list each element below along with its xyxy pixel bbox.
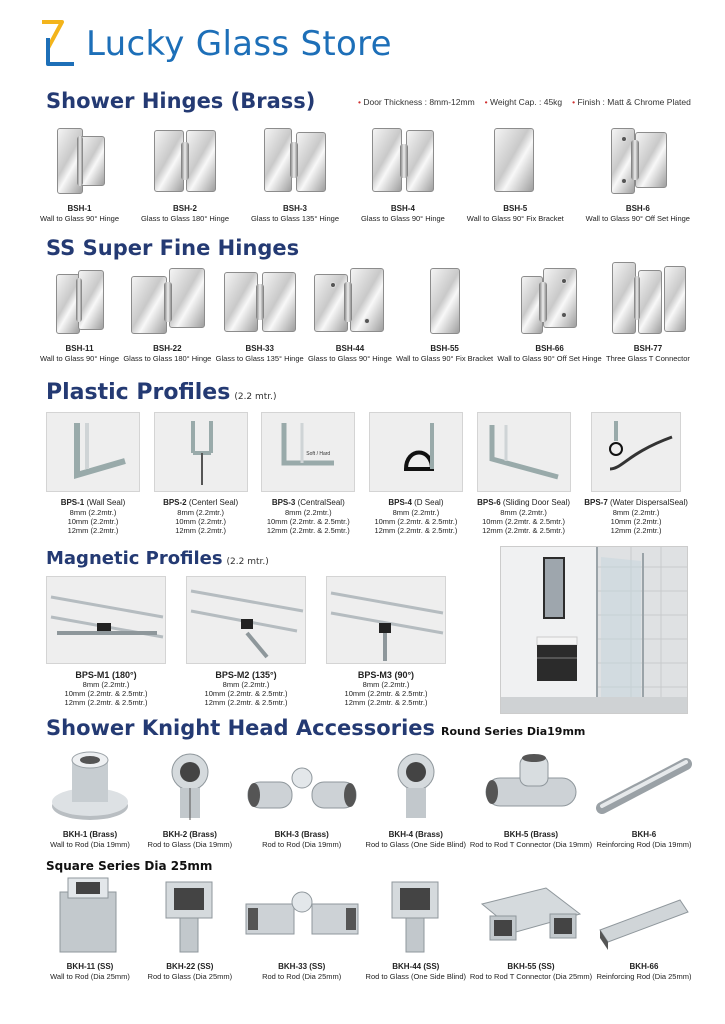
- profile-image: [591, 412, 681, 492]
- product-angle: (135°): [251, 670, 277, 680]
- product-desc: Glass to Glass 180° Hinge: [123, 354, 212, 363]
- product-bkh-6[interactable]: [596, 748, 692, 849]
- profile-image: [154, 412, 248, 492]
- product-code: BSH-1: [67, 204, 92, 213]
- product-name: (CentralSeal): [297, 498, 345, 507]
- hinge-image: [310, 262, 390, 340]
- product-code: BSH-22: [153, 344, 182, 353]
- hinge-image: [50, 262, 110, 340]
- accessory-image: [476, 874, 586, 958]
- accessory-image: [368, 748, 464, 826]
- plastic-profiles-row: [46, 412, 688, 535]
- product-desc: Wall to Glass 90° Fix Bracket: [396, 354, 494, 363]
- product-desc: Glass to Glass 135° Hinge: [215, 354, 304, 363]
- product-bkh-2[interactable]: [142, 748, 238, 849]
- product-bsh-44[interactable]: [308, 262, 392, 363]
- product-desc: Wall to Glass 90° Hinge: [40, 214, 120, 223]
- product-bsh-6[interactable]: [586, 122, 690, 223]
- size-line: 12mm (2.2mtr.): [67, 526, 119, 535]
- product-code: BPS-6: [477, 498, 501, 507]
- product-desc: Reinforcing Rod (Dia 25mm): [596, 972, 692, 981]
- product-bkh-11[interactable]: [42, 874, 138, 981]
- profile-image: [326, 576, 446, 664]
- product-bkh-55[interactable]: [470, 874, 592, 981]
- product-code: BSH-6: [625, 204, 650, 213]
- product-desc: Wall to Glass 90° Fix Bracket: [466, 214, 564, 223]
- size-line: 10mm (2.2mtr.): [175, 517, 227, 526]
- spec-door-thickness: • Door Thickness : 8mm-12mm: [358, 97, 475, 107]
- product-code: BPS-4: [388, 498, 412, 507]
- product-bps-3[interactable]: [261, 412, 355, 535]
- product-bsh-11[interactable]: [40, 262, 119, 363]
- product-desc: Glass to Glass 180° Hinge: [140, 214, 230, 223]
- hinge-image: [603, 122, 673, 200]
- product-desc: Wall to Rod (Dia 25mm): [50, 972, 130, 981]
- product-desc: Wall to Rod (Dia 19mm): [50, 840, 130, 849]
- product-code: BPS-M3: [357, 670, 392, 680]
- size-line: 12mm (2.2mtr.): [610, 526, 662, 535]
- square-series-title: Square Series Dia 25mm: [46, 859, 213, 873]
- accessory-image: [368, 874, 464, 958]
- product-code: BSH-77: [633, 344, 663, 353]
- product-desc: Glass to Glass 90° Hinge: [360, 214, 445, 223]
- size-line: 10mm (2.2mtr. & 2.5mtr.): [64, 689, 148, 698]
- product-bsh-1[interactable]: [40, 122, 119, 223]
- product-desc: Rod to Glass (Dia 19mm): [147, 840, 233, 849]
- round-series-row: [42, 748, 692, 849]
- size-line: 10mm (2.2mtr. & 2.5mtr.): [204, 689, 288, 698]
- product-bsh-5[interactable]: [467, 122, 564, 223]
- product-desc: Wall to Glass 90° Off Set Hinge: [497, 354, 602, 363]
- size-line: 10mm (2.2mtr.): [67, 517, 119, 526]
- size-line: 8mm (2.2mtr.): [362, 680, 410, 689]
- product-bkh-1[interactable]: [42, 748, 138, 849]
- product-desc: Rod to Rod (Dia 25mm): [262, 972, 342, 981]
- accessory-image: [596, 748, 692, 826]
- accessory-image: [142, 874, 238, 958]
- product-bkh-22[interactable]: [142, 874, 238, 981]
- profile-image: [46, 412, 140, 492]
- product-name: (Centerl Seal): [188, 498, 239, 507]
- product-code: BPS-7: [584, 498, 608, 507]
- product-bps-4[interactable]: [369, 412, 463, 535]
- spec-weight: • Weight Cap. : 45kg: [485, 97, 562, 107]
- size-line: 12mm (2.2mtr. & 2.5mtr.): [64, 698, 148, 707]
- product-bsh-4[interactable]: [361, 122, 445, 223]
- product-name: (Water DispersalSeal): [610, 498, 688, 507]
- product-bsh-66[interactable]: [497, 262, 601, 363]
- hinge-image: [480, 122, 550, 200]
- size-line: 8mm (2.2mtr.): [500, 508, 547, 517]
- size-line: 8mm (2.2mtr.): [612, 508, 660, 517]
- product-code: BKH-11 (SS): [66, 962, 114, 971]
- hinge-image: [260, 122, 330, 200]
- product-name: (Sliding Door Seal): [502, 498, 571, 507]
- size-line: 8mm (2.2mtr.): [177, 508, 224, 517]
- product-code: BKH-4 (Brass): [388, 830, 443, 839]
- hinge-image: [608, 262, 688, 340]
- plastic-profiles-title: [46, 380, 277, 405]
- hinge-image: [45, 122, 115, 200]
- size-line: 12mm (2.2mtr.): [175, 526, 227, 535]
- size-line: 8mm (2.2mtr.): [392, 508, 440, 517]
- product-code: BKH-33 (SS): [278, 962, 326, 971]
- size-line: 12mm (2.2mtr. & 2.5mtr.): [482, 526, 566, 535]
- size-line: 8mm (2.2mtr.): [284, 508, 332, 517]
- brand-logo-icon: [38, 18, 78, 70]
- accessory-image: [242, 748, 362, 826]
- product-code: BKH-5 (Brass): [503, 830, 559, 839]
- product-bps-2[interactable]: [154, 412, 248, 535]
- product-code: BSH-2: [172, 204, 197, 213]
- size-line: 8mm (2.2mtr.): [69, 508, 117, 517]
- product-bsh-3[interactable]: [251, 122, 339, 223]
- product-desc: Three Glass T Connector: [605, 354, 690, 363]
- round-series-note: Round Series Dia19mm: [441, 725, 586, 738]
- product-code: BSH-5: [503, 204, 528, 213]
- magnetic-profiles-row: [46, 576, 446, 707]
- product-code: BPS-2: [163, 498, 187, 507]
- plastic-profiles-note: (2.2 mtr.): [234, 392, 277, 402]
- shower-hinges-title: Shower Hinges (Brass): [46, 89, 316, 113]
- product-name: (Wall Seal): [86, 498, 126, 507]
- product-bsh-55[interactable]: [396, 262, 493, 363]
- product-code: BPS-M1: [75, 670, 110, 680]
- magnetic-profiles-note: (2.2 mtr.): [226, 557, 269, 567]
- product-code: BKH-1 (Brass): [62, 830, 118, 839]
- hinge-image: [150, 122, 220, 200]
- product-code: BSH-44: [335, 344, 365, 353]
- hinge-specs: [358, 97, 691, 107]
- hinge-image: [127, 262, 207, 340]
- size-line: 10mm (2.2mtr.): [610, 517, 662, 526]
- ss-hinges-title: SS Super Fine Hinges: [46, 236, 300, 260]
- product-code: BKH-3 (Brass): [274, 830, 329, 839]
- product-code: BPS-3: [271, 498, 296, 507]
- shower-hinges-row: [40, 122, 690, 223]
- product-name: (D Seal): [414, 498, 444, 507]
- product-desc: Rod to Rod T Connector (Dia 19mm): [469, 840, 593, 849]
- product-bkh-3[interactable]: [242, 748, 362, 849]
- product-code: BKH-55 (SS): [507, 962, 555, 971]
- product-code: BSH-11: [65, 344, 94, 353]
- product-code: BPS-M2: [215, 670, 250, 680]
- product-angle: (180°): [111, 670, 137, 680]
- product-bsh-22[interactable]: [123, 262, 211, 363]
- soft-hard-label: Soft / Hard: [306, 451, 331, 457]
- magnetic-profiles-title: [46, 548, 269, 569]
- size-line: 10mm (2.2mtr. & 2.5mtr.): [482, 517, 566, 526]
- product-bkh-5[interactable]: [470, 748, 592, 849]
- product-desc: Rod to Rod T Connector (Dia 25mm): [469, 972, 593, 981]
- square-series-row: [42, 874, 692, 981]
- product-code: BSH-66: [535, 344, 564, 353]
- size-line: 10mm (2.2mtr. & 2.5mtr.): [344, 689, 428, 698]
- size-line: 10mm (2.2mtr. & 2.5mtr.): [374, 517, 458, 526]
- product-code: BSH-55: [430, 344, 459, 353]
- page-header: [38, 18, 392, 70]
- size-line: 12mm (2.2mtr. & 2.5mtr.): [374, 526, 458, 535]
- size-line: 12mm (2.2mtr. & 2.5mtr.): [344, 698, 428, 707]
- product-code: BKH-66: [629, 962, 659, 971]
- product-bps-1[interactable]: [46, 412, 140, 535]
- product-bsh-33[interactable]: [216, 262, 304, 363]
- product-desc: Wall to Glass 90° Off Set Hinge: [585, 214, 690, 223]
- product-desc: Rod to Rod (Dia 19mm): [262, 840, 342, 849]
- accessory-image: [42, 748, 138, 826]
- product-code: BKH-22 (SS): [166, 962, 214, 971]
- product-bsh-77[interactable]: [606, 262, 690, 363]
- product-code: BSH-3: [282, 204, 307, 213]
- size-line: 12mm (2.2mtr. & 2.5mtr.): [204, 698, 288, 707]
- product-desc: Wall to Glass 90° Hinge: [40, 354, 120, 363]
- profile-image: [261, 412, 355, 492]
- hinge-image: [420, 262, 470, 340]
- ss-hinges-row: [40, 262, 690, 363]
- knight-head-title: [46, 716, 585, 740]
- product-desc: Rod to Glass (One Side Blind): [365, 972, 466, 981]
- hinge-image: [517, 262, 583, 340]
- bathroom-photo: [500, 546, 688, 714]
- product-code: BPS-1: [60, 498, 85, 507]
- product-bkh-44[interactable]: [366, 874, 466, 981]
- knight-head-heading: Shower Knight Head Accessories: [46, 716, 436, 740]
- hinge-image: [220, 262, 300, 340]
- magnetic-profiles-heading: Magnetic Profiles: [46, 548, 223, 569]
- product-desc: Rod to Glass (Dia 25mm): [147, 972, 233, 981]
- hinge-image: [368, 122, 438, 200]
- size-line: 8mm (2.2mtr.): [222, 680, 270, 689]
- brand-name: Lucky Glass Store: [86, 24, 392, 64]
- product-bps-6[interactable]: [477, 412, 571, 535]
- profile-image: [46, 576, 166, 664]
- product-desc: Reinforcing Rod (Dia 19mm): [596, 840, 692, 849]
- product-bps-m2[interactable]: [186, 576, 306, 707]
- product-angle: (90°): [394, 670, 415, 680]
- product-bkh-66[interactable]: [596, 874, 692, 981]
- product-bps-m3[interactable]: [326, 576, 446, 707]
- product-desc: Glass to Glass 135° Hinge: [250, 214, 340, 223]
- product-code: BKH-6: [631, 830, 657, 839]
- product-bps-7[interactable]: [584, 412, 688, 535]
- size-line: 12mm (2.2mtr. & 2.5mtr.): [266, 526, 350, 535]
- accessory-image: [476, 748, 586, 826]
- accessory-image: [142, 748, 238, 826]
- accessory-image: [596, 874, 692, 958]
- profile-image: [369, 412, 463, 492]
- product-desc: Rod to Glass (One Side Blind): [365, 840, 466, 849]
- profile-image: [186, 576, 306, 664]
- plastic-profiles-heading: Plastic Profiles: [46, 380, 231, 405]
- product-bps-m1[interactable]: [46, 576, 166, 707]
- product-desc: Glass to Glass 90° Hinge: [308, 354, 392, 363]
- product-code: BSH-33: [245, 344, 274, 353]
- size-line: 8mm (2.2mtr.): [82, 680, 130, 689]
- accessory-image: [42, 874, 138, 958]
- profile-image: [477, 412, 571, 492]
- size-line: 10mm (2.2mtr. & 2.5mtr.): [266, 517, 350, 526]
- product-code: BKH-2 (Brass): [162, 830, 217, 839]
- spec-finish: • Finish : Matt & Chrome Plated: [572, 97, 691, 107]
- product-code: BSH-4: [390, 204, 415, 213]
- product-bkh-4[interactable]: [366, 748, 466, 849]
- product-bsh-2[interactable]: [141, 122, 229, 223]
- product-code: BKH-44 (SS): [392, 962, 440, 971]
- product-bkh-33[interactable]: [242, 874, 362, 981]
- accessory-image: [242, 874, 362, 958]
